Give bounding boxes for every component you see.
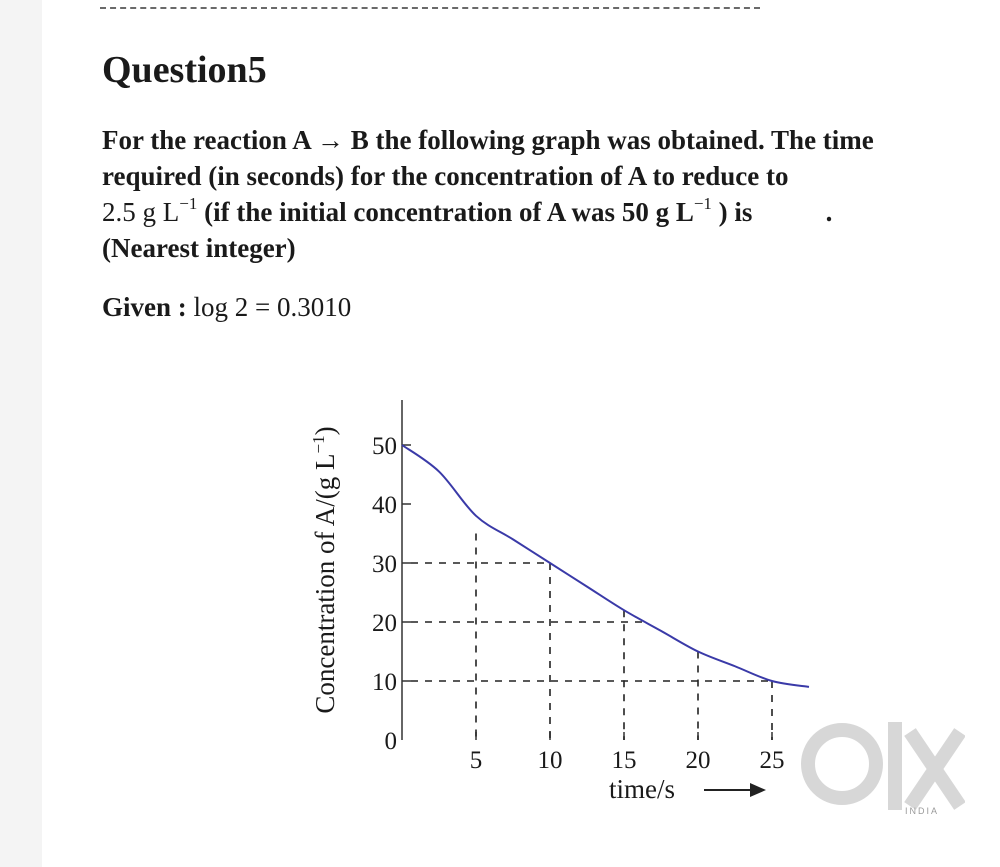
x-tick-label: 25 [759,747,785,774]
answer-blank: . [825,197,833,227]
x-tick-label: 5 [469,747,483,774]
y-tick-label: 40 [372,492,397,519]
given-expression: log 2 = 0.3010 [186,292,352,322]
question-line-3-end: ) is [711,197,753,227]
question-title: Question5 [102,49,267,91]
x-tick-label: 20 [685,747,711,774]
decay-curve [402,445,809,687]
y-tick-label: 30 [372,551,397,578]
y-tick-label: 20 [372,610,397,637]
question-line-1: For the reaction A → B the following graph was obtained. The time [102,125,874,155]
x-tick-label: 15 [611,747,637,774]
unit-exponent: −1 [179,194,198,213]
y-tick-label: 50 [372,433,397,460]
y-axis-label: Concentration of A/(g $L^{-1}$) [309,426,340,714]
y-tick-label: 10 [372,669,397,696]
watermark-subtitle: INDIA [905,806,940,816]
unit-exponent-2: −1 [693,194,712,213]
x-axis-label: time/s [609,774,675,804]
question-line-4: (Nearest integer) [102,233,296,263]
target-concentration: 2.5 g L [102,197,180,227]
given-label: Given : [102,292,187,322]
question-line-3-mid: (if the initial concentration of A was 50 g L [197,197,694,227]
x-tick-label: 10 [537,747,563,774]
x-axis-arrow-head [750,783,766,797]
y-tick-label: 0 [384,728,397,755]
question-line-2: required (in seconds) for the concentration of A to reduce to [102,161,789,191]
olx-watermark-logo [800,712,965,822]
